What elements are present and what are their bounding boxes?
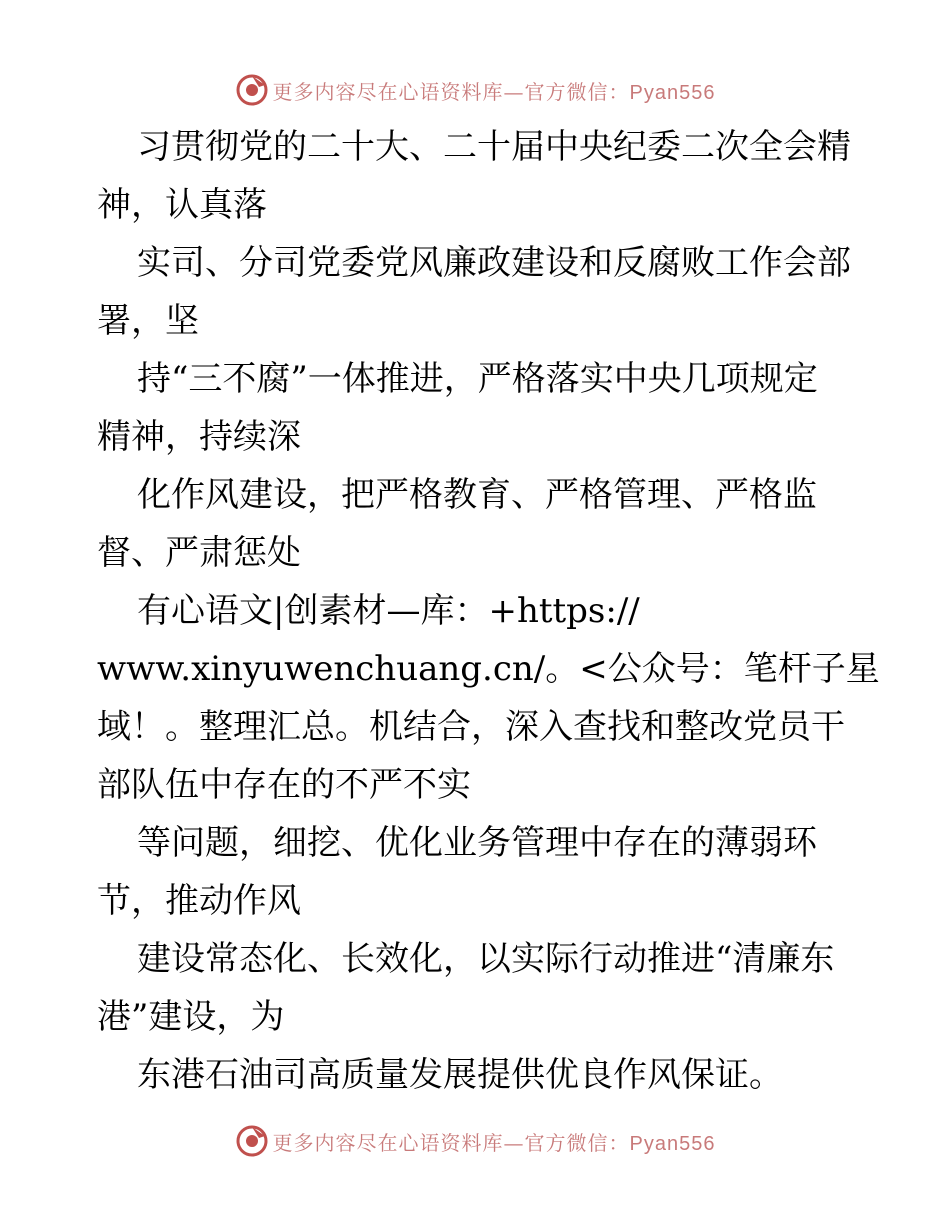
body-line: 神，认真落	[97, 185, 267, 225]
body-line: 域！。整理汇总。机结合，深入查找和整改党员干	[97, 707, 845, 747]
watermark-logo-icon	[235, 1124, 269, 1158]
body-line: 持“三不腐”一体推进，严格落实中央几项规定	[137, 359, 818, 399]
body-line: 部队伍中存在的不严不实	[97, 765, 471, 805]
footer-watermark	[0, 1121, 950, 1161]
watermark-text: 更多内容尽在心语资料库—官方微信：Pyan556	[272, 79, 716, 104]
body-line: 化作风建设，把严格教育、严格管理、严格监	[137, 475, 817, 515]
body-line: 节，推动作风	[97, 881, 301, 921]
body-line: 等问题，细挖、优化业务管理中存在的薄弱环	[137, 823, 817, 863]
watermark-text: 更多内容尽在心语资料库—官方微信：Pyan556	[272, 1130, 716, 1155]
body-line: www.xinyuwenchuang.cn/。<公众号：笔杆子星	[97, 649, 880, 689]
body-line: 署，坚	[97, 301, 199, 341]
body-line: 港”建设，为	[97, 997, 285, 1037]
body-line: 精神，持续深	[97, 417, 301, 457]
body-line: 东港石油司高质量发展提供优良作风保证。	[137, 1055, 783, 1095]
header-watermark	[0, 70, 950, 110]
body-text	[97, 118, 880, 1104]
watermark-logo-icon	[235, 73, 269, 107]
body-line: 习贯彻党的二十大、二十届中央纪委二次全会精	[137, 127, 851, 167]
body-line: 建设常态化、长效化，以实际行动推进“清廉东	[137, 939, 835, 979]
body-line: 有心语文|创素材—库：+https://	[137, 591, 640, 631]
body-line: 实司、分司党委党风廉政建设和反腐败工作会部	[137, 243, 851, 283]
body-line: 督、严肃惩处	[97, 533, 301, 573]
